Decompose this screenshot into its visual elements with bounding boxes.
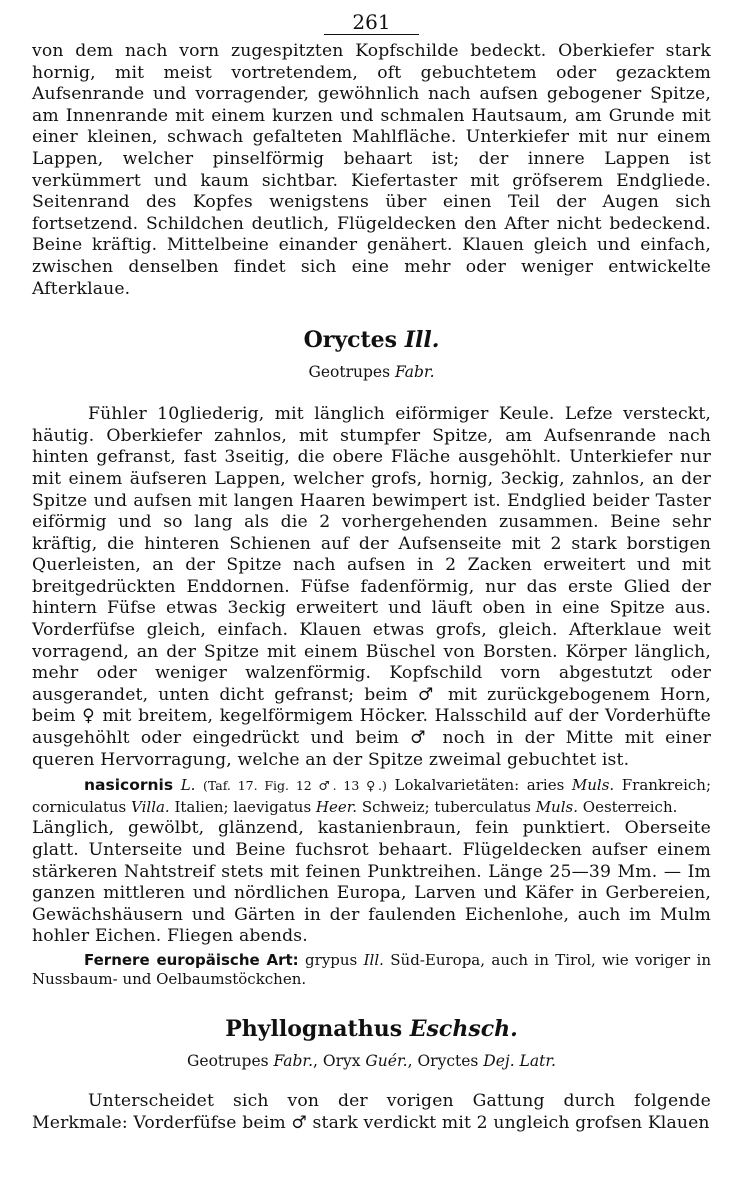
variety-author-1: Muls. xyxy=(571,776,615,795)
further-species-author: Ill. xyxy=(363,950,384,969)
varieties-text-d: Schweiz; tuberculatus xyxy=(357,797,536,816)
synonym-1-author: Fabr. xyxy=(273,1051,314,1070)
page-number-text: 261 xyxy=(324,10,418,35)
varieties-text-c: Italien; laevigatus xyxy=(169,797,316,816)
synonym-3: , Oryctes xyxy=(407,1051,484,1070)
variety-author-2: Villa. xyxy=(131,797,170,816)
synonym-2-author: Guér. xyxy=(365,1051,408,1070)
genus-description: Fühler 10gliederig, mit länglich eiförmiger Keule. Lefze versteckt, häutig. Oberkiefer zahnlos, mit stumpfer Spitze, am Aufsenrande nach hinten gefranst, fast 3seitig, die obere Fläche ausgehöhlt. Unterkiefer nur mit einem äufseren Lappen, welcher grofs, hornig, 3eckig, zahnlos, an der Spitze und aufsen mit langen Haaren bewimpert ist. Endglied beider Taster eiförmig und so lang als die 2 vorhergehenden zusammen. Beine sehr kräftig, die hinteren Schienen auf der Aufsenseite mit 2 stark borstigen Querleisten, an der Spitze nach aufsen in 2 Zacken erweitert und mit breitgedrückten Enddornen. Füfse fadenförmig, nur das erste Glied der hintern Füfse etwas 3eckig erweitert und läuft oben in eine Spitze aus. Vorderfüfse gleich, einfach. Klauen etwas grofs, gleich. Afterklaue weit vorragend, an der Spitze mit einem Büschel von Borsten. Körper länglich, mehr oder weniger walzenförmig. Kopfschild vorn abgestutzt oder ausgerandet, unten dicht gefranst; beim ♂ mit zurückgebogenem Horn, beim ♀ mit breitem, kegelförmigem Höcker. Halsschild auf der Vorderhüfte ausgehöhlt oder eingedrückt und beim ♂ noch in der Mitte mit einer queren Hervorragung, welche an der Spitze zweimal gebuchtet ist. xyxy=(32,404,711,770)
species-entry xyxy=(32,775,711,818)
synonym-3-author: Dej. Latr. xyxy=(483,1051,556,1070)
synonym-2: , Oryx xyxy=(313,1051,366,1070)
variety-author-4: Muls. xyxy=(535,797,578,816)
genus-heading-phyllognathus xyxy=(32,1015,711,1043)
species-name: nasicornis xyxy=(84,776,174,795)
genus-synonyms xyxy=(32,362,711,382)
further-species-text: Süd-Europa, auch in Tirol, wie voriger in Nussbaum- und Oelbaumstöckchen. xyxy=(32,950,711,988)
synonym-1: Geotrupes xyxy=(187,1051,274,1070)
further-species-name: grypus xyxy=(298,950,364,969)
synonym-author: Fabr. xyxy=(395,363,435,382)
synonym-name: Geotrupes xyxy=(308,363,391,382)
genus-name: Oryctes xyxy=(303,327,398,354)
species-author: L. xyxy=(180,776,196,795)
genus-heading-oryctes xyxy=(32,326,711,354)
varieties-text-e: Oesterreich. xyxy=(578,797,678,816)
genus-name: Phyllognathus xyxy=(225,1015,403,1042)
page-number xyxy=(32,10,711,35)
further-label: Fernere europäische Art: xyxy=(84,950,299,969)
genus-author: Ill. xyxy=(404,327,440,354)
genus-description: Unterscheidet sich von der vorigen Gattung durch folgende Merkmale: Vorderfüfse beim ♂ stark verdickt mit 2 ungleich grofsen Klauen xyxy=(32,1090,711,1133)
intro-paragraph: von dem nach vorn zugespitzten Kopfschilde bedeckt. Oberkiefer stark hornig, mit meist vortretendem, oft gebuchtetem oder gezacktem Aufsenrande und vorragender, gewöhnlich nach aufsen gebogener Spitze, am Innenrande mit einem kurzen und schmalen Hautsaum, am Grunde mit einer kleinen, schwach gefalteten Mahlfläche. Unterkiefer mit nur einem Lappen, welcher pinselförmig behaart ist; der innere Lappen ist verkümmert und kaum sichtbar. Kiefertaster mit gröfserem Endgliede. Seitenrand des Kopfes wenigstens über einen Teil der Augen sich fortsetzend. Schildchen deutlich, Flügeldecken den After nicht bedeckend. Beine kräftig. Mittelbeine einander genähert. Klauen gleich und einfach, zwischen denselben findet sich eine mehr oder weniger entwickelte Afterklaue. xyxy=(32,41,711,299)
varieties-text-b: Frankreich; corniculatus xyxy=(32,776,712,816)
further-species xyxy=(32,951,711,989)
genus-synonyms xyxy=(32,1051,711,1071)
genus-author: Eschsch. xyxy=(409,1015,518,1042)
varieties-text-a: Lokalvarietäten: aries xyxy=(386,776,572,795)
plate-reference: (Taf. 17. Fig. 12 ♂. 13 ♀.) xyxy=(203,778,387,794)
variety-author-3: Heer. xyxy=(315,797,358,816)
species-description: Länglich, gewölbt, glänzend, kastanienbraun, fein punktiert. Oberseite glatt. Unterseite und Beine fuchsrot behaart. Flügeldecken aufser einem stärkeren Nahtstreif stets mit feinen Punktreihen. Länge 25—39 Mm. — Im ganzen mittleren und nördlichen Europa, Larven und Käfer in Gerbereien, Gewächshäusern und Gärten in der faulenden Eichenlohe, auch im Mulm hohler Eichen. Fliegen abends. xyxy=(32,818,711,947)
